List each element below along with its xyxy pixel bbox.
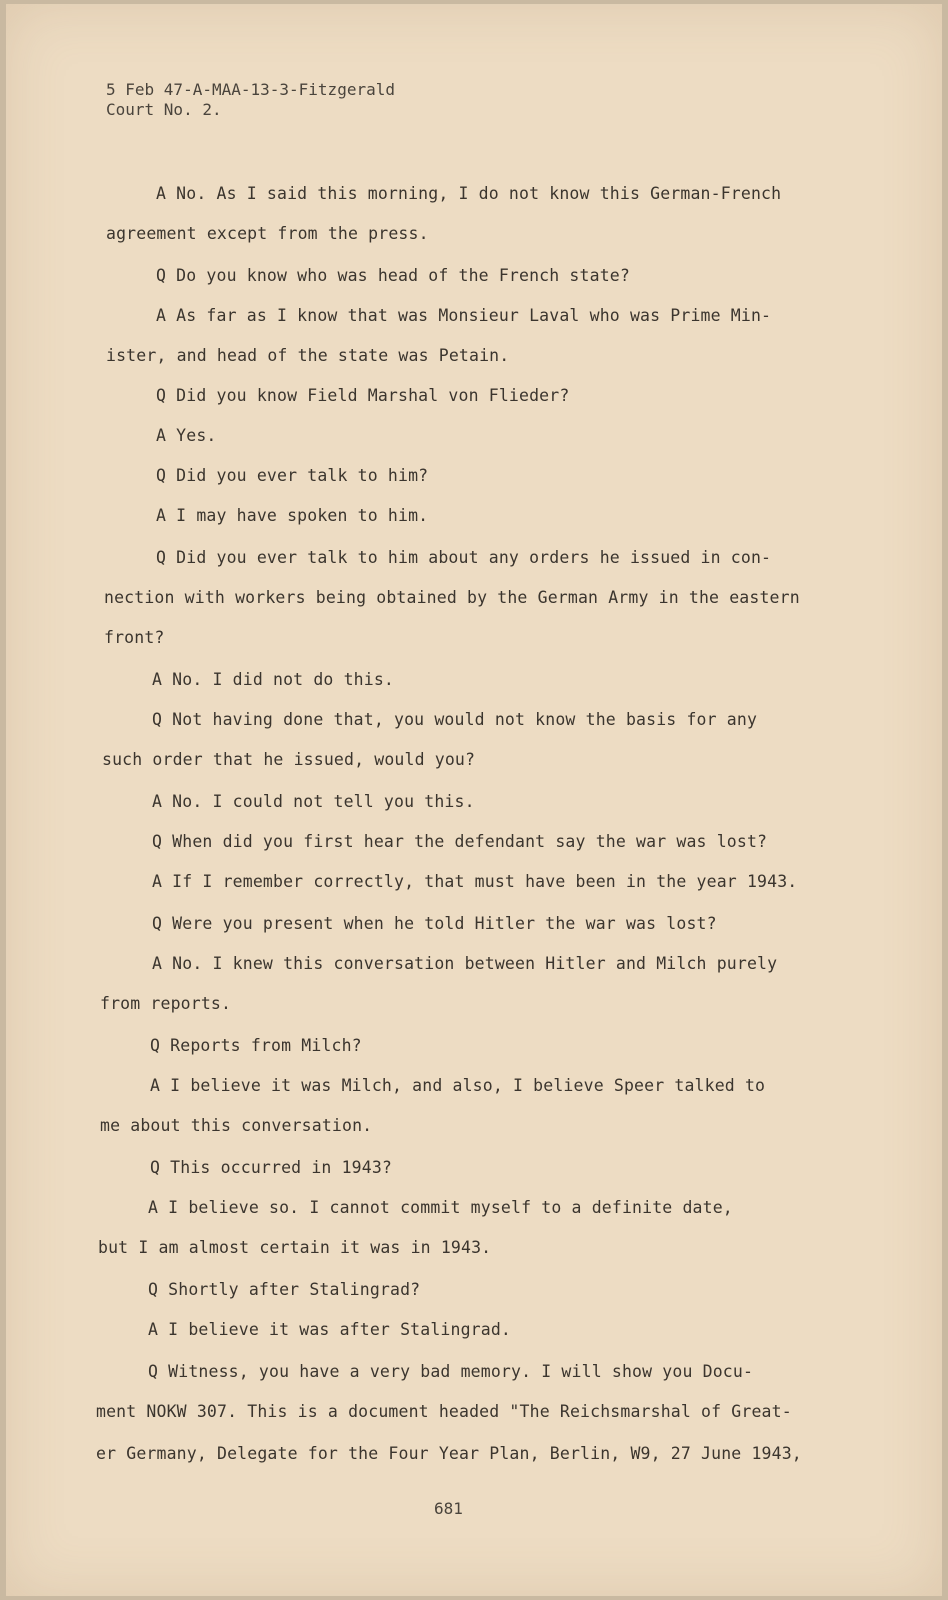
transcript-body <box>6 4 942 1596</box>
transcript-line: front? <box>104 628 165 647</box>
transcript-line: Q Did you ever talk to him about any orders he issued in con- <box>156 548 772 567</box>
transcript-line: ister, and head of the state was Petain. <box>106 346 510 365</box>
transcript-line: Q Did you ever talk to him? <box>156 466 429 485</box>
transcript-line: Q Did you know Field Marshal von Flieder? <box>156 386 570 405</box>
transcript-line: Q When did you first hear the defendant say the war was lost? <box>152 832 768 851</box>
transcript-line: A No. I could not tell you this. <box>152 792 475 811</box>
transcript-line: Q Were you present when he told Hitler the war was lost? <box>152 914 717 933</box>
transcript-line: Q Witness, you have a very bad memory. I will show you Docu- <box>148 1362 754 1381</box>
transcript-line: ment NOKW 307. This is a document headed "The Reichsmarshal of Great- <box>96 1402 792 1421</box>
transcript-line: Q Not having done that, you would not know the basis for any <box>152 710 758 729</box>
transcript-line: me about this conversation. <box>100 1116 373 1135</box>
transcript-line: Q Do you know who was head of the French state? <box>156 266 630 285</box>
transcript-line: A No. I did not do this. <box>152 670 395 689</box>
transcript-line: A I believe it was Milch, and also, I believe Speer talked to <box>150 1076 766 1095</box>
transcript-line: A I believe so. I cannot commit myself to a definite date, <box>148 1198 733 1217</box>
transcript-line: Q This occurred in 1943? <box>150 1158 393 1177</box>
document-page <box>6 4 942 1596</box>
transcript-line: Q Reports from Milch? <box>150 1036 362 1055</box>
transcript-line: Q Shortly after Stalingrad? <box>148 1280 421 1299</box>
transcript-line: A As far as I know that was Monsieur Laval who was Prime Min- <box>156 306 772 325</box>
transcript-line: but I am almost certain it was in 1943. <box>98 1238 492 1257</box>
transcript-line: A I believe it was after Stalingrad. <box>148 1320 512 1339</box>
transcript-line: from reports. <box>100 994 232 1013</box>
transcript-line: such order that he issued, would you? <box>102 750 476 769</box>
transcript-line: nection with workers being obtained by the German Army in the eastern <box>104 588 800 607</box>
header-court-number: Court No. 2. <box>106 100 222 119</box>
transcript-line: A If I remember correctly, that must have been in the year 1943. <box>152 872 798 891</box>
transcript-line: A No. As I said this morning, I do not know this German-French <box>156 184 782 203</box>
transcript-line: A No. I knew this conversation between Hitler and Milch purely <box>152 954 778 973</box>
transcript-line: A I may have spoken to him. <box>156 506 429 525</box>
transcript-line: agreement except from the press. <box>106 224 429 243</box>
transcript-line: er Germany, Delegate for the Four Year Plan, Berlin, W9, 27 June 1943, <box>96 1444 802 1463</box>
page-number: 681 <box>434 1499 463 1518</box>
transcript-line: A Yes. <box>156 426 217 445</box>
header-case-reference: 5 Feb 47-A-MAA-13-3-Fitzgerald <box>106 80 395 99</box>
